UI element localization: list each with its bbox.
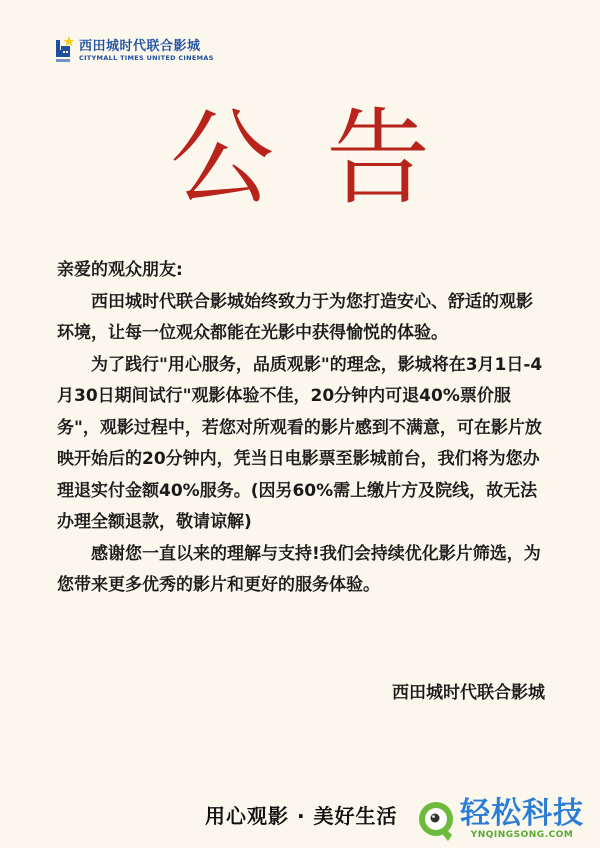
watermark-domain: YNQINGSONG.COM <box>470 830 574 840</box>
paragraph-thanks: 感谢您一直以来的理解与支持!我们会持续优化影片筛选，为您带来更多优秀的影片和更好的服务体验。 <box>57 543 541 595</box>
watermark <box>418 798 584 840</box>
cinema-film-star-icon <box>55 36 75 64</box>
brand-name-en: CITYMALL TIMES UNITED CINEMAS <box>79 53 214 62</box>
notice-body <box>57 255 547 602</box>
footer-slogan: 用心观影 · 美好生活 <box>205 804 398 828</box>
watermark-name: 轻松科技 <box>460 796 584 831</box>
paragraph-intro: 西田城时代联合影城始终致力于为您打造安心、舒适的观影环境，让每一位观众都能在光影中获得愉悦的体验。 <box>57 291 533 343</box>
notice-title: 公告 <box>169 97 482 219</box>
eye-logo-icon <box>418 801 454 837</box>
greeting: 亲爱的观众朋友: <box>57 260 183 280</box>
cinema-logo <box>55 36 214 64</box>
signature: 西田城时代联合影城 <box>392 683 545 703</box>
paragraph-refund-policy: 为了践行"用心服务，品质观影"的理念，影城将在3月1日-4月30日期间试行"观影体验不佳，20分钟内可退40%票价服务"，观影过程中，若您对所观看的影片感到不满意，可在影片放映开始后的20分钟内，凭当日电影票至影城前台，我们将为您办理退实付金额40%服务。(因另60%需上缴片方及院线，故无法办理全额退款，敬请谅解) <box>57 354 543 532</box>
brand-name-cn: 西田城时代联合影城 <box>79 38 201 54</box>
